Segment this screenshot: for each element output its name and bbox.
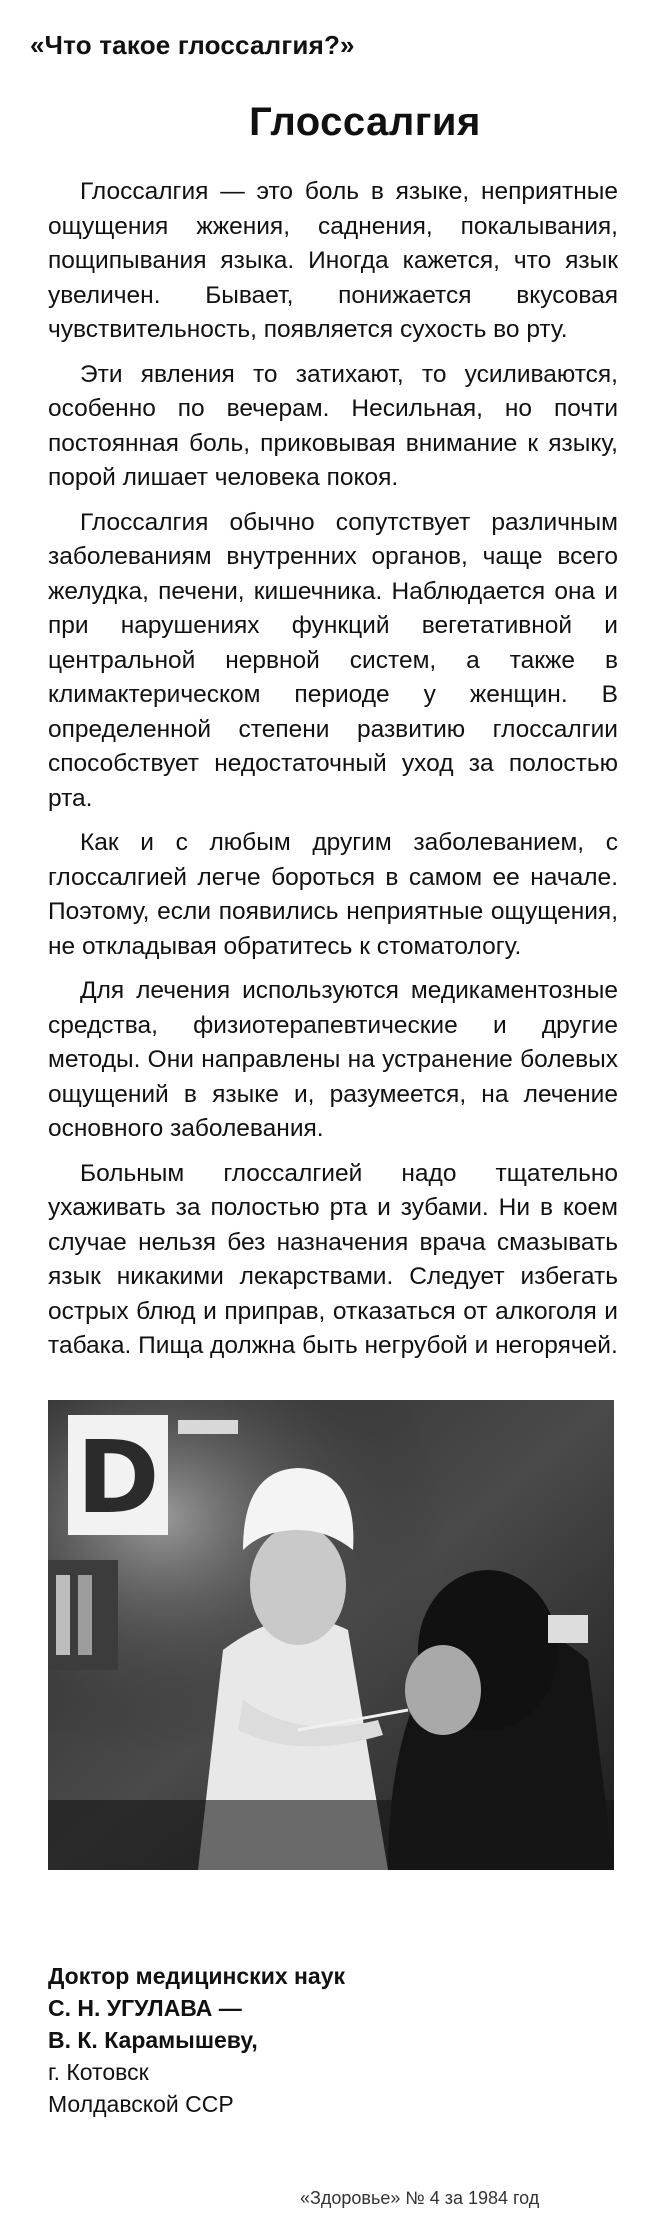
paragraph: Глоссалгия — это боль в языке, неприятные ощущения жжения, саднения, покалывания, пощипывания языка. Иногда кажется, что язык увеличен. Бывает, понижается вкусовая чувствительность, появляется сухость во рту. [48, 178, 618, 343]
article-body [48, 175, 618, 1374]
doctor-face [250, 1525, 346, 1645]
recipient-name: В. К. Карамышеву, [48, 2027, 258, 2053]
patient-face [405, 1645, 481, 1735]
photo-illustration [48, 1400, 614, 1870]
recipient-city: г. Котовск [48, 2059, 149, 2085]
sign-letter: D [76, 1419, 160, 1536]
article-title: Глоссалгия [249, 100, 481, 144]
reader-question: «Что такое глоссалгия?» [30, 30, 355, 60]
paragraph: Глоссалгия обычно сопутствует различным заболеваниям внутренних органов, чаще всего желудка, печени, кишечника. Наблюдается она и при нарушениях функций вегетативной и центральной нервной систем, а также в климактерическом периоде у женщин. В определенной степени развитию глоссалгии способствует недостаточный уход за полостью рта. [48, 508, 618, 812]
lamp-arm [178, 1420, 238, 1434]
paragraph: Для лечения используются медикаментозные средства, физиотерапевтические и другие методы. Они направлены на устранение болевых ощущений в языке и, разумеется, на лечение основного заболевания. [48, 977, 618, 1142]
author-caption [48, 1960, 345, 2120]
author-title: Доктор медицинских наук [48, 1963, 346, 1989]
paragraph: Эти явления то затихают, то усиливаются, особенно по вечерам. Несильная, но почти постоянная боль, приковывая внимание к языку, порой лишает человека покоя. [48, 360, 618, 491]
paragraph: Как и с любым другим заболеванием, с глоссалгией легче бороться в самом ее начале. Поэтому, если появились неприятные ощущения, не откладывая обратитесь к стоматологу. [48, 829, 618, 960]
paragraph: Больным глоссалгией надо тщательно ухаживать за полостью рта и зубами. Ни в коем случае нельзя без назначения врача смазывать язык никакими лекарствами. Следует избегать острых блюд и приправ, отказаться от алкоголя и табака. Пища должна быть негрубой и негорячей. [48, 1159, 618, 1359]
author-name: С. Н. УГУЛАВА — [48, 1995, 242, 2021]
recipient-region: Молдавской ССР [48, 2091, 234, 2117]
source-citation: «Здоровье» № 4 за 1984 год [300, 2188, 540, 2208]
dentist-photo [48, 1400, 614, 1870]
